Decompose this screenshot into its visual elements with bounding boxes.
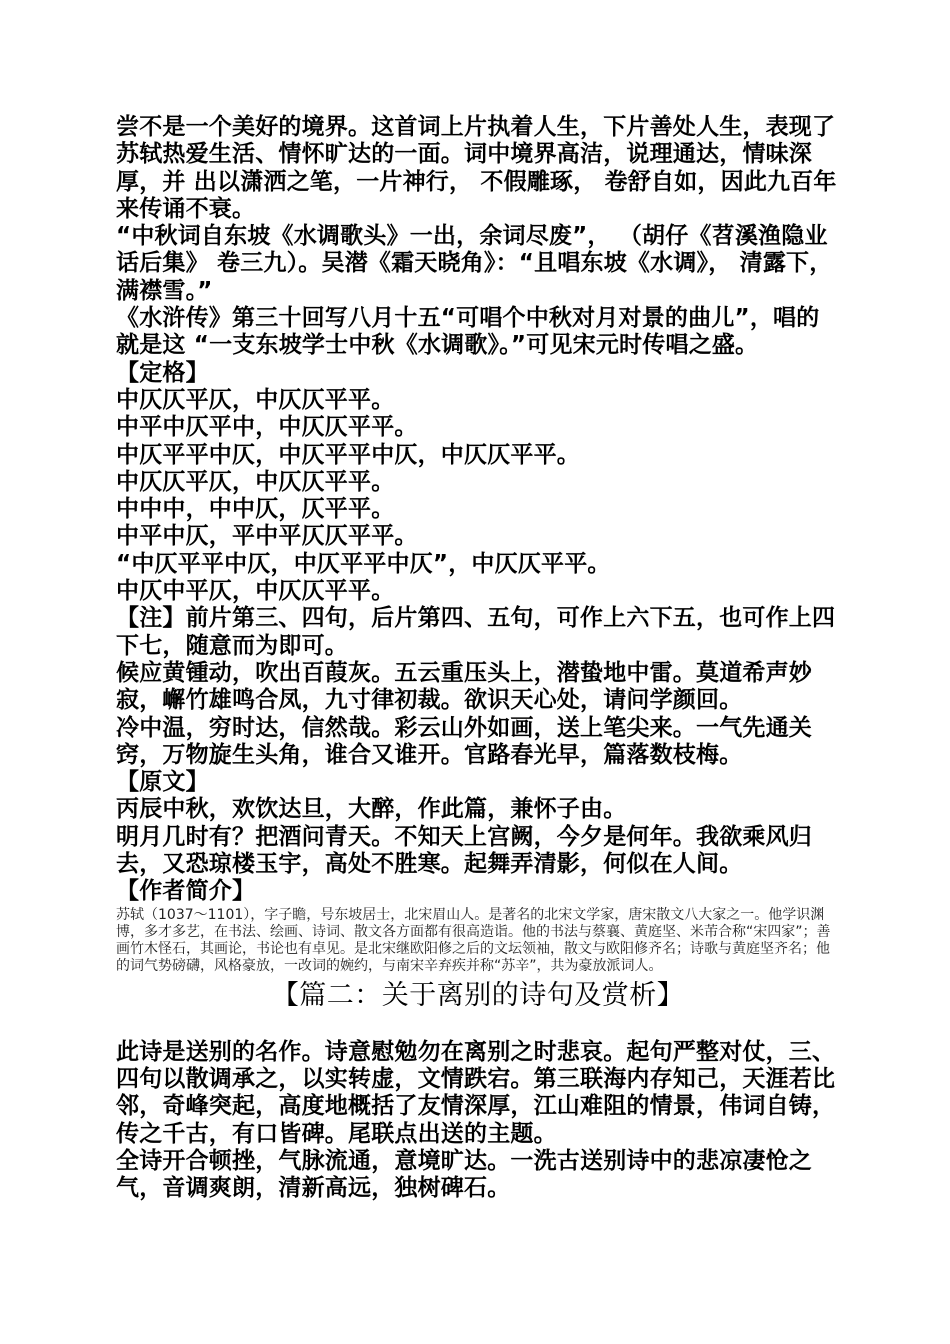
meter-line-6: 中平中仄，平中平仄仄平平。 [116, 523, 418, 550]
paragraph-appreciation: 尝不是一个美好的境界。这首词上片执着人生，下片善处人生，表现了苏轼热爱生活、情怀旷达的一面。词中境界高洁，说理通达，情味深厚，并 出以潇洒之笔，一片神行， 不假雕琢， 卷舒自如，因此九百年来传诵不衰。 [116, 114, 837, 222]
paragraph-note: 【注】前片第三、四句，后片第四、五句，可作上六下五，也可作上四下七，随意而为即可。 [116, 605, 836, 659]
example-poem-part-2: 冷中温，穷时达，信然哉。彩云山外如画，送上笔尖来。一气先通关窍，万物旋生头角，谁合又谁开。官路春光早，篇落数枝梅。 [116, 714, 812, 768]
poem-original-text: 明月几时有？把酒问青天。不知天上宫阙，今夕是何年。我欲乘风归去，又恐琼楼玉宇，高处不胜寒。起舞弄清影，何似在人间。 [116, 823, 812, 878]
meter-line-2: 中平中仄平中，中仄仄平平。 [116, 414, 418, 441]
author-bio: 苏轼（1037～1101），字子瞻，号东坡居士，北宋眉山人。是著名的北宋文学家，唐宋散文八大家之一。他学识渊博，多才多艺，在书法、绘画、诗词、散文各方面都有很高造诣。他的书法与蔡襄、黄庭坚、米芾合称“宋四家”；善画竹木怪石，其画论，书论也有卓见。是北宋继欧阳修之后的文坛领袖，散文与欧阳修齐名；诗歌与黄庭坚齐名；他的词气势磅礴，风格豪放，一改词的婉约，与南宋辛弃疾并称“苏辛”，共为豪放派词人。 [116, 906, 831, 974]
meter-line-8: 中仄中平仄，中仄仄平平。 [116, 578, 395, 605]
meter-line-4: 中仄仄平仄，中仄仄平平。 [116, 468, 395, 495]
section-title: 【篇二：关于离别的诗句及赏析】 [271, 979, 685, 1011]
heading-author-intro: 【作者简介】 [116, 878, 256, 905]
paragraph-farewell-analysis: 此诗是送别的名作。诗意慰勉勿在离别之时悲哀。起句严整对仗，三、四句以散调承之，以实转虚，文情跌宕。第三联海内存知己，天涯若比邻，奇峰突起，高度地概括了友情深厚，江山难阻的情景，伟词自铸，传之千古，有口皆碑。尾联点出送的主题。 [116, 1038, 836, 1147]
meter-line-7: “中仄平平中仄，中仄平平中仄”，中仄仄平平。 [116, 550, 611, 577]
paragraph-quote-hu-zai: “中秋词自东坡《水调歌头》一出，余词尽废”， （胡仔《苕溪渔隐业话后集》 卷三九）。吴潜《霜天晓角》：“且唱东坡《水调》， 清露下， 满襟雪。” [116, 223, 833, 304]
paragraph-farewell-summary: 全诗开合顿挫，气脉流通，意境旷达。一洗古送别诗中的悲凉凄怆之气，音调爽朗，清新高远，独树碑石。 [116, 1147, 812, 1202]
document-page [116, 114, 840, 1202]
heading-original-text: 【原文】 [116, 769, 209, 796]
poem-preface: 丙辰中秋，欢饮达旦，大醉，作此篇，兼怀子由。 [116, 796, 627, 823]
paragraph-water-margin: 《水浒传》第三十回写八月十五“可唱个中秋对月对景的曲儿”，唱的就是这 “一支东坡学士中秋《水调歌》。”可见宋元时传唱之盛。 [116, 305, 820, 359]
meter-line-3: 中仄平平中仄，中仄平平中仄，中仄仄平平。 [116, 441, 580, 468]
meter-line-5: 中中中，中中仄，仄平平。 [116, 496, 395, 523]
example-poem-part-1: 候应黄锺动，吹出百葭灰。五云重压头上，潜蛰地中雷。莫道希声妙寂，嶰竹雄鸣合凤，九寸律初裁。欲识天心处，请问学颜回。 [116, 659, 812, 714]
meter-line-1: 中仄仄平仄，中仄仄平平。 [116, 386, 395, 413]
heading-meter: 【定格】 [116, 359, 209, 386]
